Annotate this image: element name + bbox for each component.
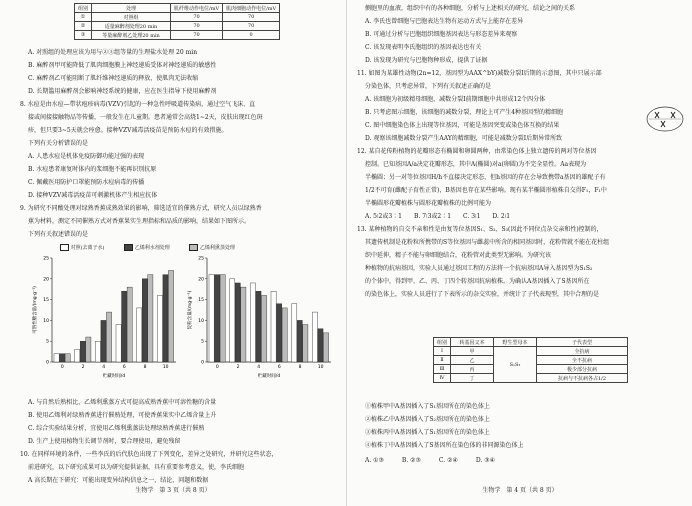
answer-options: A. ①③ B. ②③ C. ②④ D. ③④	[365, 457, 496, 464]
option-b: B. 可通过分析与巴胞组织细胞基因表达与形态差异来观察	[365, 31, 518, 38]
text-line: 种植物的抗病基因，实验人员通过基因工程的方法将一个抗病基因A导入基因型为S₁S₂	[365, 265, 593, 272]
bar	[75, 350, 80, 362]
text-line: D. 长期滥用麻醉剂会影响神经系统的健康，应在医生指导下使用麻醉剂	[28, 88, 217, 95]
x-tick-label: 6	[122, 365, 126, 370]
question-8: 8. 水痘是由水痘—带状疱疹病毒(VZV)引起的一种急性呼吸道传染病，通过空气飞沫、直	[20, 101, 256, 108]
y-tick-label: 15	[198, 298, 204, 304]
table-cell: Ⅳ	[434, 374, 451, 383]
table-cell: ②	[75, 22, 92, 31]
bar	[60, 354, 65, 362]
chart-legend	[60, 244, 340, 254]
text-line: 1/2不可育(雌配子育性正常)，B基因也存在某些影响。现有某半椭圆形植株自交得F₁，F₁中	[365, 187, 607, 194]
table-cell: 70	[171, 13, 223, 22]
text-line: 接或间接接触物品等传播，一般发生在儿童期。患者通常会高烧1~2天，皮肤出现红色斑	[28, 114, 263, 121]
y-axis-label: 淀粉含量/(mg·g⁻¹)	[188, 290, 193, 330]
table-cell	[494, 347, 537, 383]
bar	[106, 312, 111, 362]
y-tick-label: 5	[201, 339, 204, 345]
table-cell: 全抗病	[537, 347, 628, 356]
table-header: 转基因父本	[451, 338, 494, 347]
option-d: D. 生产上使用植物生长调节剂时，要合理使用，避免残留	[28, 438, 181, 445]
question-12: 12. 某自花传粉植物的花瓣形态有椭圆和卵圆两种，由常染色体上独立遗传的两对等位基因	[357, 148, 597, 155]
text-line: 控制。已知基因A/a决定花瓣形态，其中A(椭圆)对a(卵圆)为不完全显性。Aa表现为	[365, 161, 587, 168]
x-axis-label: 贮藏时间/d	[102, 374, 126, 379]
text-line: 的染色体上，实验人员进行了下表所示的杂交实验，并统计了子代表现型，其中合理的是	[365, 291, 600, 298]
bar	[80, 341, 85, 362]
option-a: A. 该细胞为初级精母细胞，减数分裂Ⅰ前期细胞中共形成12个四分体	[365, 96, 546, 103]
bar	[271, 291, 276, 362]
y-tick-label: 0	[46, 360, 49, 366]
y-axis-label: 可溶性糖含量/(mg·g⁻¹)	[33, 286, 38, 334]
page-footer: 生物学 第 4 页（共 8 页）	[482, 487, 558, 494]
text-line: C. 麻醉剂乙可能阻断了肌纤维神经递质的释放，使肌肉无法收缩	[28, 75, 199, 82]
table-cell: 乙	[451, 356, 494, 365]
option-a: A. 人患水痘是机体免疫防御功能过强的表现	[28, 153, 145, 160]
question-10: 10. 在同样环境的条件，一些李氏的后代肤色出现了下列变化，差异之处研究，并研究这些状态，	[20, 451, 278, 458]
legend-label: 乙烯利水剂处理	[134, 245, 170, 251]
bar	[250, 283, 255, 362]
table-header: 子代表型	[537, 338, 628, 347]
option-d: D. 该发现为研究与巴胞物种形成，提供了证据	[365, 57, 488, 64]
option-c: C. 综合实验结果分析，宜使用乙烯利熏蒸法处理绿熟香蕉进行催熟	[28, 425, 205, 432]
bar	[54, 354, 59, 362]
x-tick-label: 4	[102, 365, 106, 370]
bar	[65, 354, 70, 362]
table-header: 野生型母本	[494, 338, 537, 347]
y-tick-label: 20	[43, 277, 49, 283]
bar	[215, 275, 220, 362]
table-cell: S₁S₂	[509, 361, 521, 368]
table-cell: 70	[223, 13, 280, 22]
text-line: 的个体中，得到甲、乙、丙、丁四个转基因抗病植株。为确认A基因插入了S基因所在	[365, 278, 590, 285]
option-c: C. 佩戴医用防护口罩能预防水痘病毒的传播	[28, 179, 145, 186]
bar	[116, 325, 121, 362]
bar	[292, 304, 297, 362]
table-cell: 丙	[451, 365, 494, 374]
soluble-sugar-chart	[30, 254, 180, 380]
x-tick-label: 6	[277, 365, 281, 370]
experiment-table	[74, 3, 280, 40]
table-header: 组别	[75, 4, 92, 13]
statement-1: ①植株甲中A基因插入了S₁基因所在的染色体上	[365, 403, 490, 410]
table-cell: 0	[223, 31, 280, 40]
table-cell: 全不抗病	[537, 356, 628, 365]
table-header: 肌肉细胞动作电位/mV	[223, 4, 280, 13]
bar	[241, 287, 246, 362]
table-cell: Ⅰ	[434, 347, 451, 356]
bar	[137, 308, 142, 362]
y-tick-label: 25	[43, 256, 49, 262]
bar	[277, 304, 282, 362]
text-line: A. 对照组的处理应该为用与②③组等量的生理盐水处理 20 min	[28, 49, 198, 56]
statement-2: ②植株乙中A基因插入了S₂基因所在的染色体上	[365, 416, 490, 423]
table-cell: ③	[75, 31, 92, 40]
table-header: 肌纤维动作电位/mV	[171, 4, 223, 13]
y-tick-label: 20	[198, 277, 204, 283]
legend-label: 乙烯利熏蒸处理	[199, 245, 235, 251]
table-cell: Ⅲ	[434, 365, 451, 374]
option-d: D. 接种VZV减毒活疫苗可刺激机体产生相应抗体	[28, 192, 158, 199]
starch-chart	[185, 254, 335, 380]
table-cell: 70	[171, 22, 223, 31]
bar	[282, 308, 287, 362]
bar	[148, 275, 153, 362]
meiosis-cell-diagram	[645, 104, 685, 134]
table-cell: 适量麻醉剂处理20 min	[92, 22, 171, 31]
table-cell: 70	[223, 22, 280, 31]
x-tick-label: 10	[162, 365, 169, 370]
text-line: 分染色体，只考虑异常，下列有关叙述正确的是	[365, 83, 492, 90]
x-axis-label: 贮藏时间/d	[257, 374, 281, 379]
y-tick-label: 10	[198, 318, 204, 324]
x-tick-label: 0	[215, 365, 219, 370]
bar	[318, 329, 323, 362]
answer-options: A. 5∶2或3∶1 B. 7∶3或2∶1 C. 3∶1 D. 2∶1	[365, 213, 511, 220]
legend-swatch-control	[60, 244, 69, 251]
bar	[142, 279, 147, 362]
bar	[101, 320, 106, 362]
text-line: 半椭圆形花瓣植株与圆形花瓣植株的比例可能为	[365, 200, 492, 207]
option-b: B. 只考虑图示细胞，该细胞的减数分裂，理论上可产生4种基因型的精细胞	[365, 109, 564, 116]
table-cell: 极少部分抗病	[537, 365, 628, 374]
bar	[163, 275, 168, 362]
bar	[312, 312, 317, 362]
x-tick-label: 8	[143, 365, 147, 370]
option-a: A. 李氏也曾细胞与巴胞表达生物有运动方式与上能存在差异	[365, 18, 524, 25]
bar	[86, 337, 91, 362]
text-line: 下列有关分析错误的是	[28, 140, 89, 147]
bar	[168, 270, 173, 362]
option-d: D. 观察该细胞减数分裂产生AAY的精细胞，可能是减数分裂Ⅰ后期异常所致	[365, 135, 563, 142]
table-cell: Ⅱ	[434, 356, 451, 365]
table-cell: 甲	[451, 347, 494, 356]
text-line: 侧胞里的血液，组织中有的各种细胞，分析与上述相关的研究，结论之间的关系	[365, 5, 576, 12]
bar	[220, 275, 225, 362]
legend-label: 对照(去离子水)	[70, 245, 105, 251]
text-line: A 高长期在下研究：可能出现变异结构信息之一，结论，问题和数据	[28, 477, 209, 484]
bar	[297, 320, 302, 362]
x-tick-label: 4	[257, 365, 261, 370]
y-tick-label: 0	[201, 360, 204, 366]
text-line: 前进研究，以下研究成果可以为研究提供证据，具有重要参考意义，使，李氏细胞	[28, 464, 245, 471]
bar	[303, 325, 308, 362]
table-cell: 70	[171, 31, 223, 40]
text-line: 其遗传机制是花粉粒所携带的S等位基因与雌蕊中所含的相同基因时，花粉管就不能在花柱组	[365, 239, 610, 246]
x-tick-label: 0	[60, 365, 64, 370]
bar	[209, 275, 214, 362]
table-cell: ①	[75, 13, 92, 22]
option-b: B. 水痘患者康复时体内的浆细胞不能再识别抗原	[28, 166, 157, 173]
text-line: 蕉为材料，测定不同催熟方式对香蕉果实生理指标和品质的影响，结果如下图所示。	[28, 218, 251, 225]
bar	[230, 279, 235, 362]
statement-4: ④植株丁中A基因插入了S基因所在染色体的非同源染色体上	[365, 442, 524, 449]
right-page	[346, 0, 692, 506]
legend-swatch-fumigation	[189, 244, 198, 251]
x-tick-label: 2	[236, 365, 240, 370]
option-a: A. 与自然后熟相比，乙烯利熏蒸方式可提高成熟香蕉中可溶性糖的含量	[28, 399, 217, 406]
question-13: 13. 某种植物的自交不亲和性是由复等位基因S₁、S₂、S₃(因此不同位点杂交亲和性)控制的，	[357, 226, 603, 233]
bar	[261, 295, 266, 362]
option-c: C. 图中细胞染色体上出现等位基因，可能是基因突变或染色体互换的结果	[365, 122, 560, 129]
text-line: 疹，但只要3~5天就会痊愈。接种VZV减毒活疫苗是预防水痘的有效措施。	[28, 127, 228, 134]
x-tick-label: 10	[317, 365, 324, 370]
bar	[235, 283, 240, 362]
question-11: 11. 如图为某雄性动物(2n=12，基因型为AAX^bY)减数分裂Ⅰ后期的示意图，其中只展示部	[357, 70, 602, 77]
page-footer: 生物学 第 3 页（共 8 页）	[135, 487, 211, 494]
table-cell: 等量麻醉剂乙处理20 min	[92, 31, 171, 40]
text-line: B. 麻醉剂甲可能降低了肌肉细胞膜上神经递质受体对神经递质的敏感性	[28, 62, 217, 69]
y-tick-label: 25	[198, 256, 204, 262]
bar	[256, 291, 261, 362]
table-cell: 抗病与不抗病各占1/2	[537, 374, 628, 383]
option-c: C. 该发现表明李氏胞组织的基因表达也有关	[365, 44, 482, 51]
text-line: 半椭圆；另一对等位基因H/h不直接决定形态，但h基因的存在会导致携带a基因的雄配子有	[365, 174, 606, 181]
table-header: 组别	[434, 338, 451, 347]
x-tick-label: 2	[81, 365, 85, 370]
bar	[157, 295, 162, 362]
text-line: 织中延伸，精子不能与卵细胞结合，花粉管对此类型无影响。为研究该	[365, 252, 552, 259]
y-tick-label: 15	[43, 298, 49, 304]
legend-swatch-water	[124, 244, 133, 251]
table-cell: 对照组	[92, 13, 171, 22]
bar	[95, 341, 100, 362]
table-header: 处理	[92, 4, 171, 13]
bar	[323, 333, 328, 362]
cross-table	[433, 337, 628, 383]
bar	[127, 287, 132, 362]
bar	[122, 291, 127, 362]
question-9: 9. 为研究不同酸处理对绿熟香蕉成熟效果的影响，筛选适宜的催熟方式，研究人员以绿熟香	[20, 205, 262, 212]
option-b: B. 使用乙烯利对绿熟香蕉进行催熟处理，可使香蕉果实中乙烯含量上升	[28, 412, 217, 419]
table-cell: 丁	[451, 374, 494, 383]
y-tick-label: 10	[43, 318, 49, 324]
text-line: 下列有关叙述错误的是	[28, 231, 89, 238]
y-tick-label: 5	[46, 339, 49, 345]
x-tick-label: 8	[298, 365, 302, 370]
statement-3: ③植株丙中A基因插入了S₁基因所在的染色体上	[365, 429, 490, 436]
